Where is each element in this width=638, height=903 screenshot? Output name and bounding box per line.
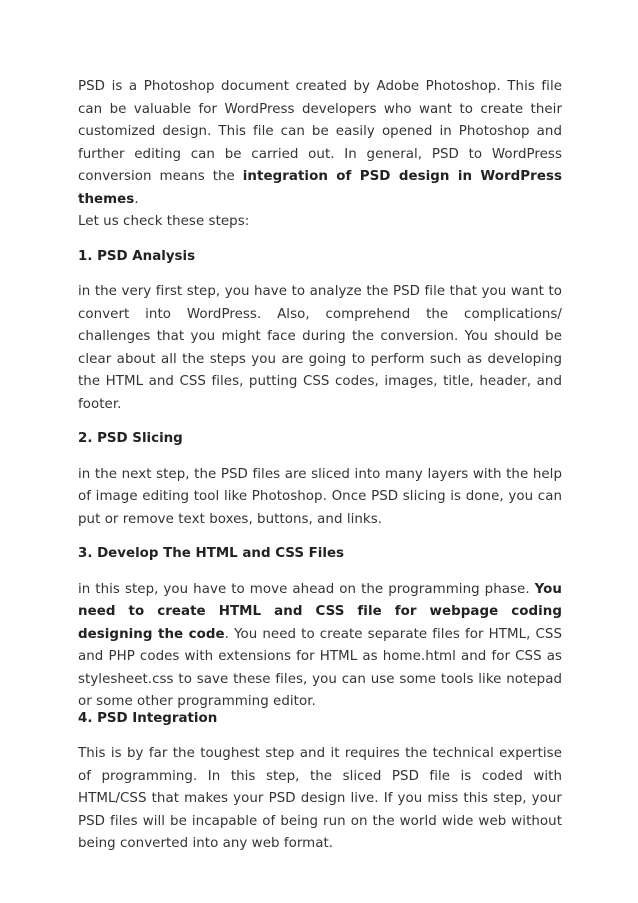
- html-css-bold-phrase: You need to create HTML and CSS file for webpage coding designing the code: [78, 581, 562, 642]
- intro-paragraph: [78, 76, 562, 211]
- section-heading-psd-integration: 4. PSD Integration: [78, 710, 218, 726]
- intro-bold-phrase: integration of PSD design in WordPress themes: [78, 169, 563, 207]
- html-css-text-continued: . You need to create separate files for HTML, CSS and PHP codes with extensions for HTML as home.html and for CSS as stylesheet.css to save these files, you can use some tools like notepad or some other programming editor.: [78, 626, 562, 709]
- section-body-html-css: [78, 579, 562, 714]
- section-body-psd-slicing: in the next step, the PSD files are sliced into many layers with the help of image editing tool like Photoshop. Once PSD slicing is done, you can put or remove text boxes, buttons, and links.: [78, 466, 562, 527]
- intro-period: .: [134, 191, 139, 207]
- section-body-psd-integration: This is by far the toughest step and it requires the technical expertise of programming. In this step, the sliced PSD file is coded with HTML/CSS that makes your PSD design live. If you miss this step, your PSD files will be incapable of being run on the world wide web without being converted into any web format.: [78, 746, 562, 851]
- section-heading-psd-slicing: 2. PSD Slicing: [78, 431, 183, 446]
- html-css-text: in this step, you have to move ahead on the programming phase.: [78, 581, 535, 597]
- document-body: [78, 76, 562, 856]
- section-heading-html-css: 3. Develop The HTML and CSS Files: [78, 546, 345, 561]
- section-body-psd-analysis: in the very first step, you have to analyze the PSD file that you want to convert into WordPress. Also, comprehend the complications/ challenges that you might face during the conversion. You should be clear about all the steps you are going to perform such as developing the HTML and CSS files, putting CSS codes, images, title, header, and footer.: [78, 284, 562, 412]
- steps-intro-line: Let us check these steps:: [78, 214, 250, 229]
- section-heading-psd-analysis: 1. PSD Analysis: [78, 248, 196, 264]
- intro-text: PSD is a Photoshop document created by Adobe Photoshop. This file can be valuable for WordPress developers who want to create their customized design. This file can be easily opened in Photoshop and further editing can be carried out. In general, PSD to WordPress conversion means the: [78, 79, 562, 184]
